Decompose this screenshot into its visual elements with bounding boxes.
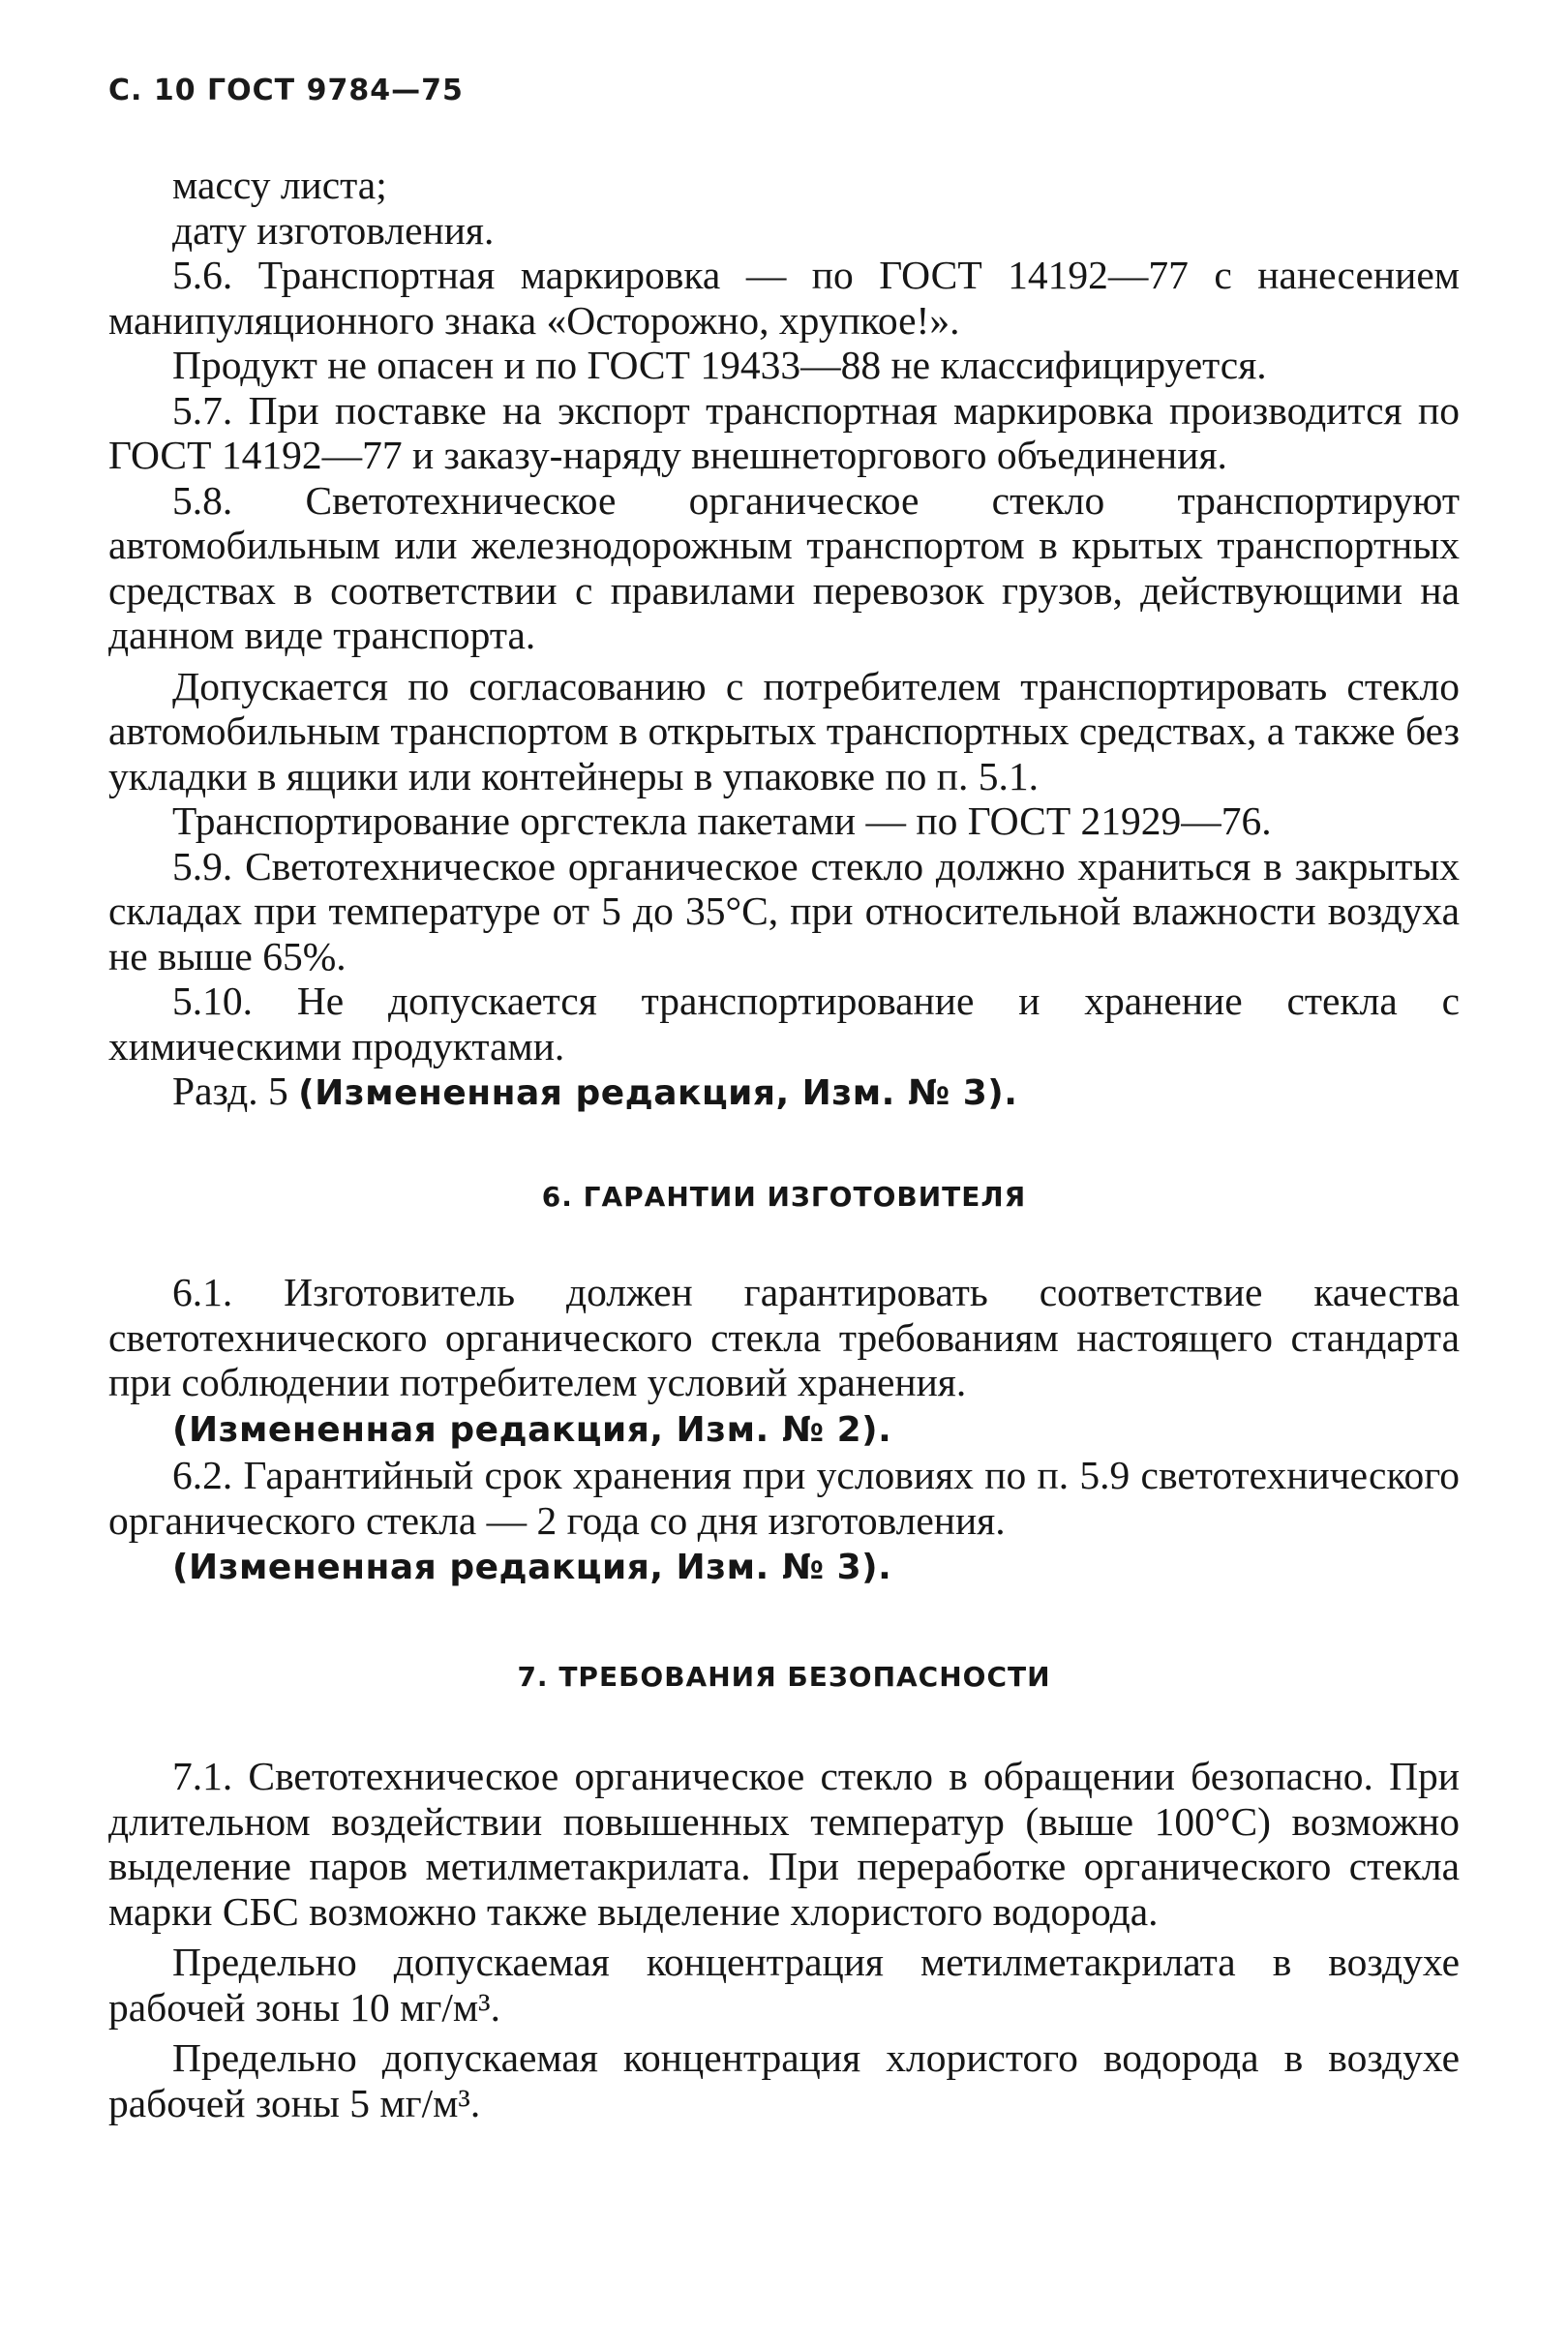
paragraph-7-1: 7.1. Светотехническое органическое стекло в обращении безопасно. При длительном воздействии повышенных температур (выше 100°С) возможно выделение паров метилметакрилата. При переработке органического стекла марки СБС возможно также выделение хлористого водорода.	[108, 1754, 1460, 1934]
section-heading: 7. ТРЕБОВАНИЯ БЕЗОПАСНОСТИ	[517, 1660, 1051, 1693]
paragraph-5-10: 5.10. Не допускается транспортирование и хранение стекла с химическими продуктами.	[108, 978, 1460, 1069]
paragraph-6-1: 6.1. Изготовитель должен гарантировать соответствие качества светотехнического органического стекла требованиям настоящего стандарта при соблюдении потребителем условий хранения.	[108, 1270, 1460, 1404]
paragraph: Продукт не опасен и по ГОСТ 19433—88 не классифицируется.	[172, 343, 1267, 387]
amendment-label: (Измененная редакция, Изм. № 2).	[172, 1409, 892, 1450]
amendment-note	[108, 1069, 1460, 1117]
paragraph-6-2: 6.2. Гарантийный срок хранения при условиях по п. 5.9 светотехнического органического стекла — 2 года со дня изготовления.	[108, 1453, 1460, 1543]
paragraph: Предельно допускаемая концентрация метилметакрилата в воздухе рабочей зоны 10 мг/м³.	[108, 1940, 1460, 2030]
document-body	[108, 163, 1460, 2125]
amendment-note	[108, 1543, 1460, 1591]
text-line: дату изготовления.	[172, 207, 495, 253]
section-heading: 6. ГАРАНТИИ ИЗГОТОВИТЕЛЯ	[541, 1180, 1027, 1213]
paragraph-5-9: 5.9. Светотехническое органическое стекло должно храниться в закрытых складах при температуре от 5 до 35°С, при относительной влажности воздуха не выше 65%.	[108, 843, 1460, 978]
paragraph: Допускается по согласованию с потребителем транспортировать стекло автомобильным транспортом в открытых транспортных средствах, а также без укладки в ящики или контейнеры в упаковке по п. 5.1.	[108, 663, 1460, 798]
paragraph: Транспортирование оргстекла пакетами — по ГОСТ 21929—76.	[172, 798, 1272, 843]
amendment-note	[108, 1405, 1460, 1454]
paragraph-5-7: 5.7. При поставке на экспорт транспортная маркировка производится по ГОСТ 14192—77 и заказу-наряду внешнеторгового объединения.	[108, 387, 1460, 477]
paragraph-5-8: 5.8. Светотехническое органическое стекло транспортируют автомобильным или железнодорожным транспортом в крытых транспортных средствах в соответствии с правилами перевозок грузов, действующими на данном виде транспорта.	[108, 477, 1460, 657]
page-header: С. 10 ГОСТ 9784—75	[108, 74, 464, 107]
paragraph: Предельно допускаемая концентрация хлористого водорода в воздухе рабочей зоны 5 мг/м³.	[108, 2035, 1460, 2125]
amendment-label: (Измененная редакция, Изм. № 3).	[172, 1548, 892, 1587]
note-prefix: Разд. 5	[172, 1069, 288, 1113]
amendment-label: (Измененная редакция, Изм. № 3).	[298, 1073, 1018, 1113]
paragraph-5-6: 5.6. Транспортная маркировка — по ГОСТ 14192—77 с нанесением манипуляционного знака «Осторожно, хрупкое!».	[108, 253, 1460, 343]
text-line: массу листа;	[172, 163, 387, 207]
